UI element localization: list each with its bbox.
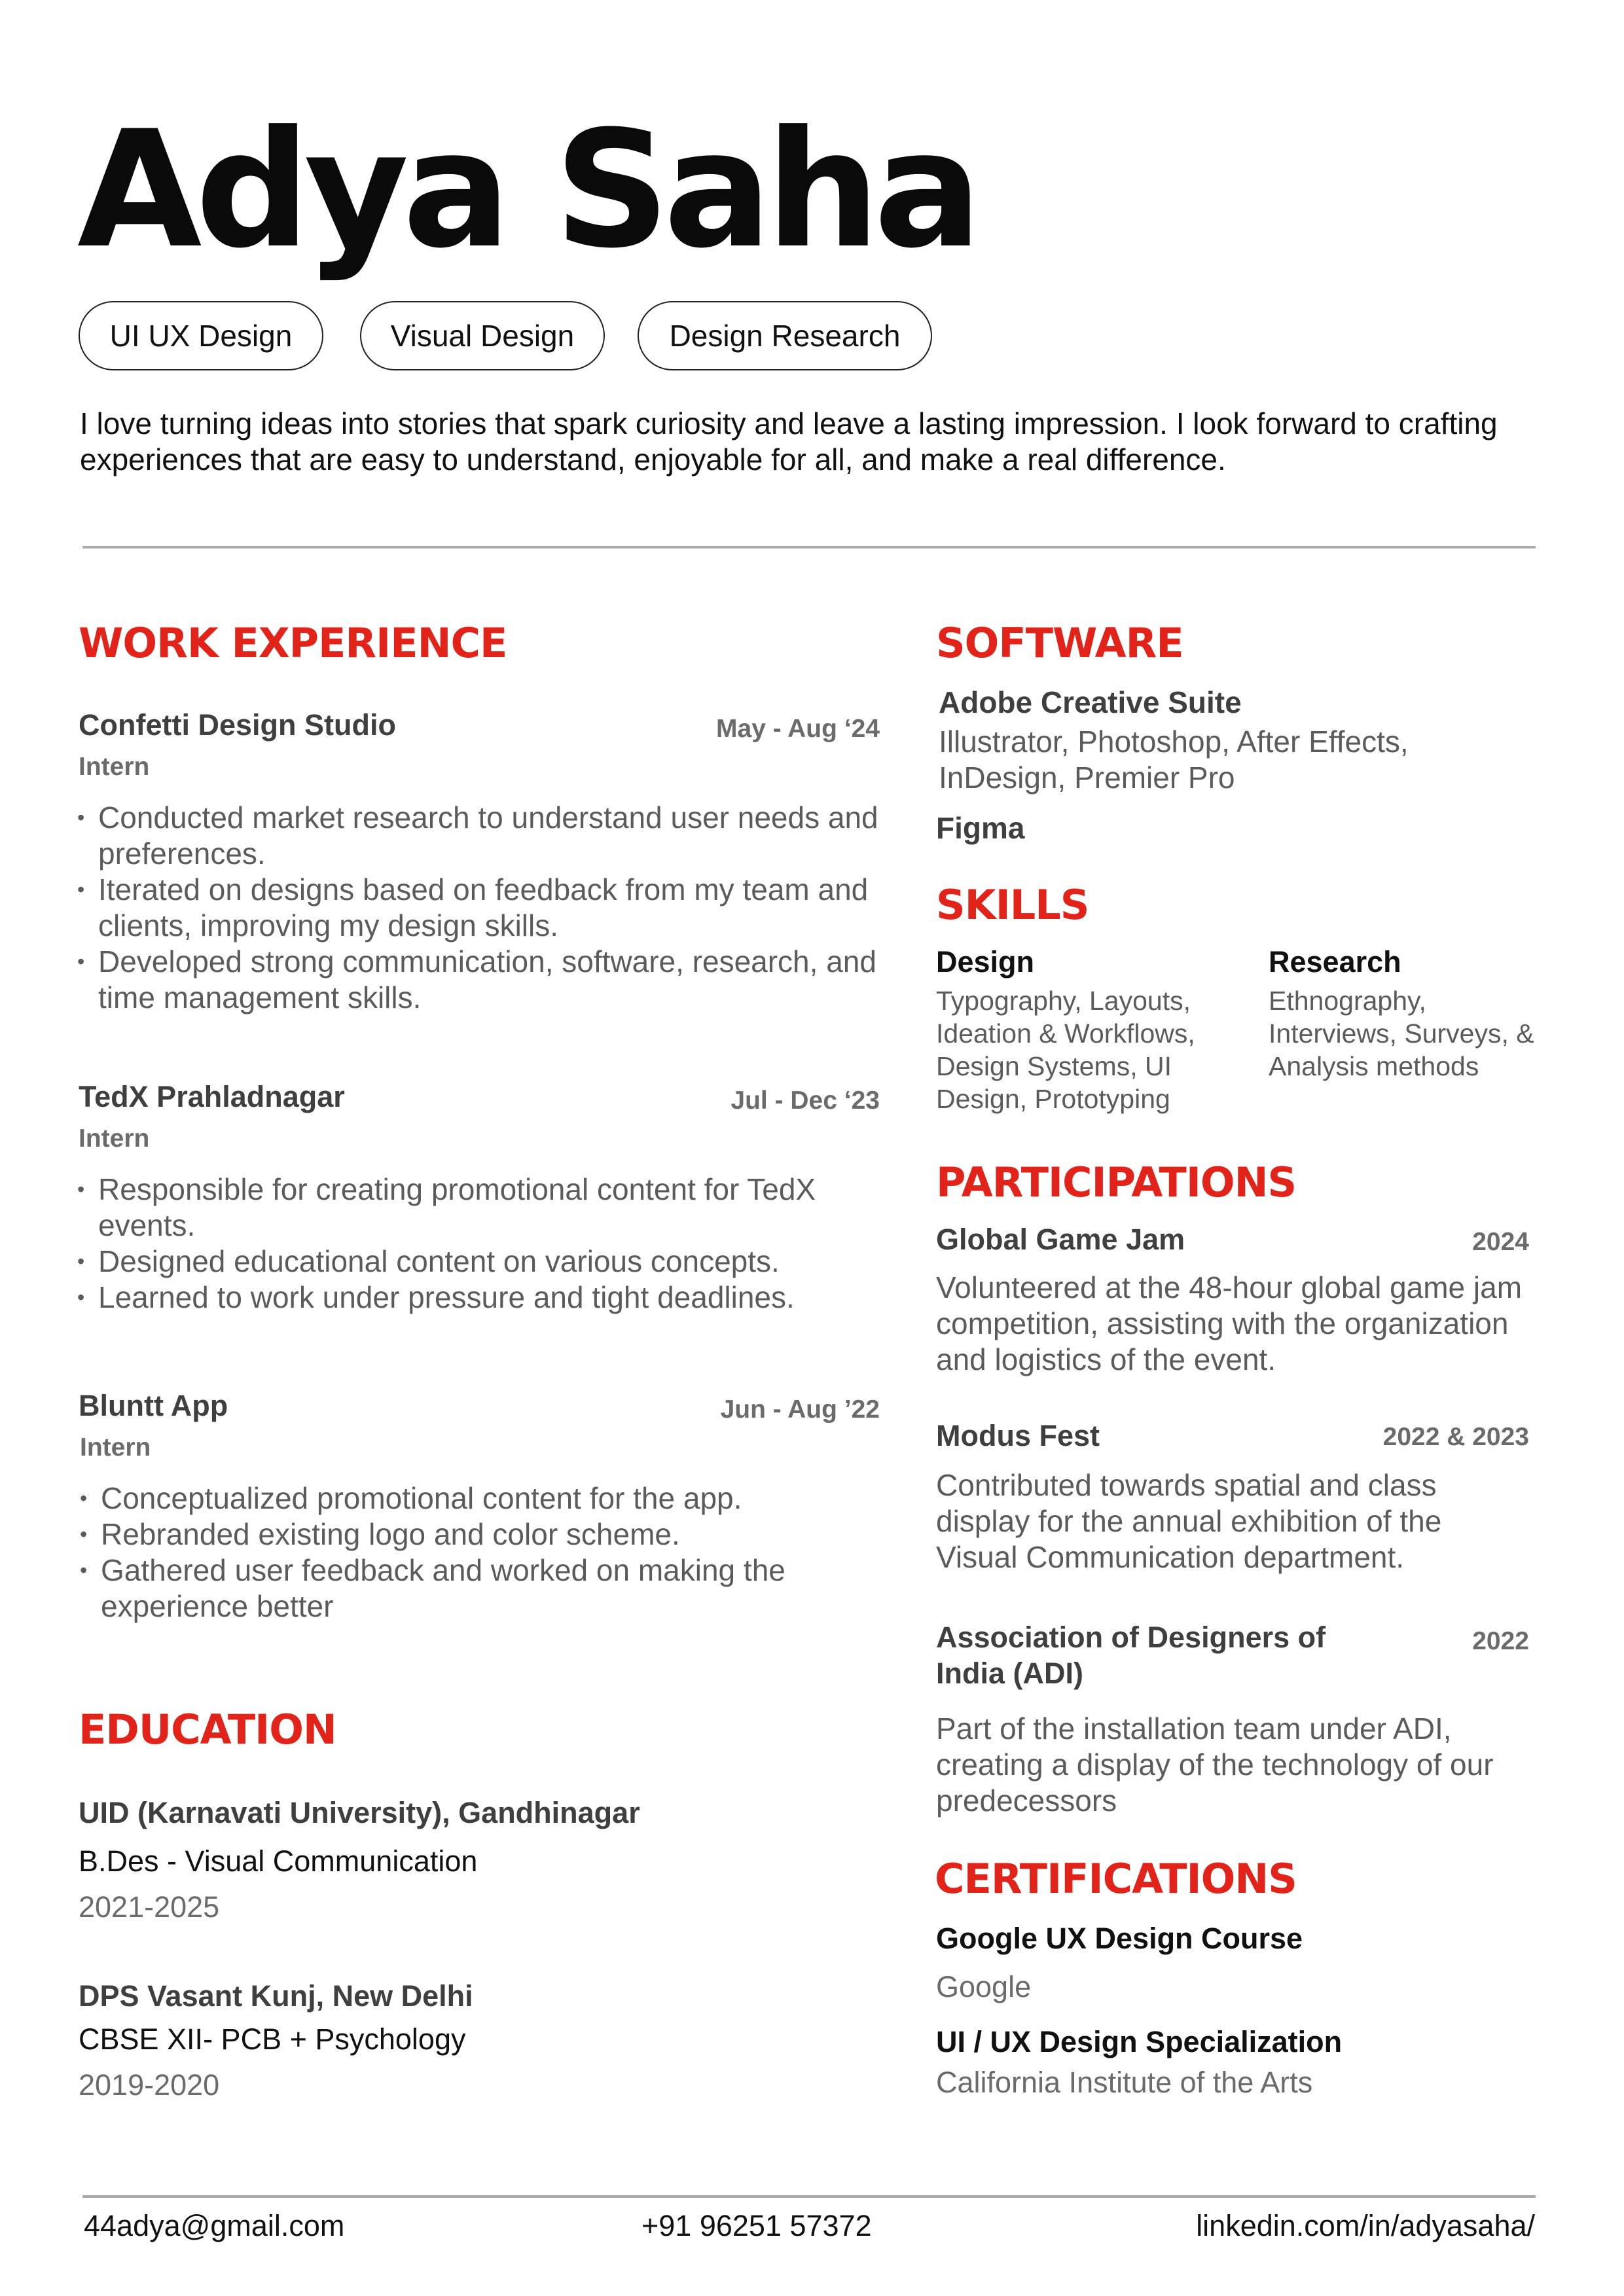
top-divider bbox=[82, 546, 1536, 548]
certifications-heading: CERTIFICATIONS bbox=[935, 1855, 1297, 1903]
certification-title: Google UX Design Course bbox=[936, 1922, 1303, 1955]
participations-heading: PARTICIPATIONS bbox=[936, 1158, 1297, 1206]
job-bullet: • Developed strong communication, software, research, and time management skills. bbox=[77, 944, 889, 1016]
education-years: 2021-2025 bbox=[79, 1890, 220, 1924]
participation-desc: Part of the installation team under ADI, creating a display of the technology of our predecessors bbox=[936, 1712, 1494, 1818]
education-heading: EDUCATION bbox=[79, 1706, 336, 1753]
job-bullet: • Conducted market research to understand user needs and preferences. bbox=[77, 800, 889, 872]
job-company: TedX Prahladnagar bbox=[79, 1080, 345, 1113]
intro-paragraph: I love turning ideas into stories that spark curiosity and leave a lasting impression. I look forward to crafting experiences that are easy to understand, enjoyable for all, and make a real difference. bbox=[80, 406, 1498, 476]
footer-linkedin[interactable]: linkedin.com/in/adyasaha/ bbox=[1196, 2209, 1535, 2242]
job-bullets bbox=[77, 800, 889, 1016]
job-bullet: • Rebranded existing logo and color scheme. bbox=[80, 1516, 892, 1552]
tag-visual-design: Visual Design bbox=[360, 301, 605, 370]
job-bullets bbox=[77, 1172, 889, 1316]
skill-group-name: Research bbox=[1269, 945, 1401, 978]
job-company: Confetti Design Studio bbox=[79, 708, 396, 742]
job-bullet: • Gathered user feedback and worked on making the experience better bbox=[80, 1552, 892, 1624]
certification-org: California Institute of the Arts bbox=[936, 2066, 1313, 2099]
software-detail: Illustrator, Photoshop, After Effects, InDesign, Premier Pro bbox=[939, 725, 1409, 795]
participation-year: 2022 & 2023 bbox=[1382, 1423, 1529, 1451]
software-name: Adobe Creative Suite bbox=[939, 685, 1242, 719]
participation-title: Association of Designers of India (ADI) bbox=[936, 1621, 1326, 1690]
job-dates: Jul - Dec ‘23 bbox=[731, 1086, 880, 1115]
job-bullets bbox=[80, 1480, 892, 1624]
job-role: Intern bbox=[79, 753, 150, 781]
participation-year: 2022 bbox=[1472, 1627, 1529, 1655]
education-degree: B.Des - Visual Communication bbox=[79, 1844, 478, 1878]
job-role: Intern bbox=[80, 1433, 151, 1462]
participation-desc: Contributed towards spatial and class display for the annual exhibition of the Visual Communication department. bbox=[936, 1468, 1442, 1574]
job-dates: May - Aug ‘24 bbox=[716, 715, 880, 743]
skill-group-detail: Ethnography, Interviews, Surveys, & Analysis methods bbox=[1269, 986, 1534, 1081]
participation-year: 2024 bbox=[1472, 1228, 1529, 1256]
skill-group-name: Design bbox=[936, 945, 1035, 978]
job-bullet: • Iterated on designs based on feedback from my team and clients, improving my design skills. bbox=[77, 872, 889, 944]
tag-ui-ux-design: UI UX Design bbox=[79, 301, 323, 370]
software-heading: SOFTWARE bbox=[936, 619, 1183, 667]
participation-title: Modus Fest bbox=[936, 1419, 1100, 1452]
skills-heading: SKILLS bbox=[936, 881, 1089, 929]
job-bullet: • Responsible for creating promotional content for TedX events. bbox=[77, 1172, 889, 1244]
participation-desc: Volunteered at the 48-hour global game jam competition, assisting with the organization and logistics of the event. bbox=[936, 1270, 1523, 1376]
work-experience-heading: WORK EXPERIENCE bbox=[79, 619, 507, 667]
participation-title: Global Game Jam bbox=[936, 1223, 1185, 1256]
education-degree: CBSE XII- PCB + Psychology bbox=[79, 2022, 466, 2056]
skill-group-detail: Typography, Layouts, Ideation & Workflows, Design Systems, UI Design, Prototyping bbox=[936, 986, 1195, 1114]
footer-phone[interactable]: +91 96251 57372 bbox=[641, 2209, 872, 2242]
education-school: UID (Karnavati University), Gandhinagar bbox=[79, 1796, 640, 1829]
bottom-divider bbox=[82, 2195, 1536, 2198]
certification-title: UI / UX Design Specialization bbox=[936, 2025, 1343, 2058]
footer-email[interactable]: 44adya@gmail.com bbox=[84, 2209, 345, 2242]
candidate-name: Adya Saha bbox=[77, 97, 976, 284]
job-bullet: • Learned to work under pressure and tight deadlines. bbox=[77, 1280, 889, 1316]
job-role: Intern bbox=[79, 1124, 150, 1153]
certification-org: Google bbox=[936, 1970, 1032, 2003]
job-dates: Jun - Aug ’22 bbox=[720, 1395, 880, 1424]
tag-design-research: Design Research bbox=[638, 301, 932, 370]
job-bullet: • Designed educational content on various concepts. bbox=[77, 1244, 889, 1280]
education-years: 2019-2020 bbox=[79, 2068, 220, 2102]
job-company: Bluntt App bbox=[79, 1389, 228, 1422]
software-name: Figma bbox=[936, 811, 1025, 845]
job-bullet: • Conceptualized promotional content for the app. bbox=[80, 1480, 892, 1516]
education-school: DPS Vasant Kunj, New Delhi bbox=[79, 1979, 473, 2013]
